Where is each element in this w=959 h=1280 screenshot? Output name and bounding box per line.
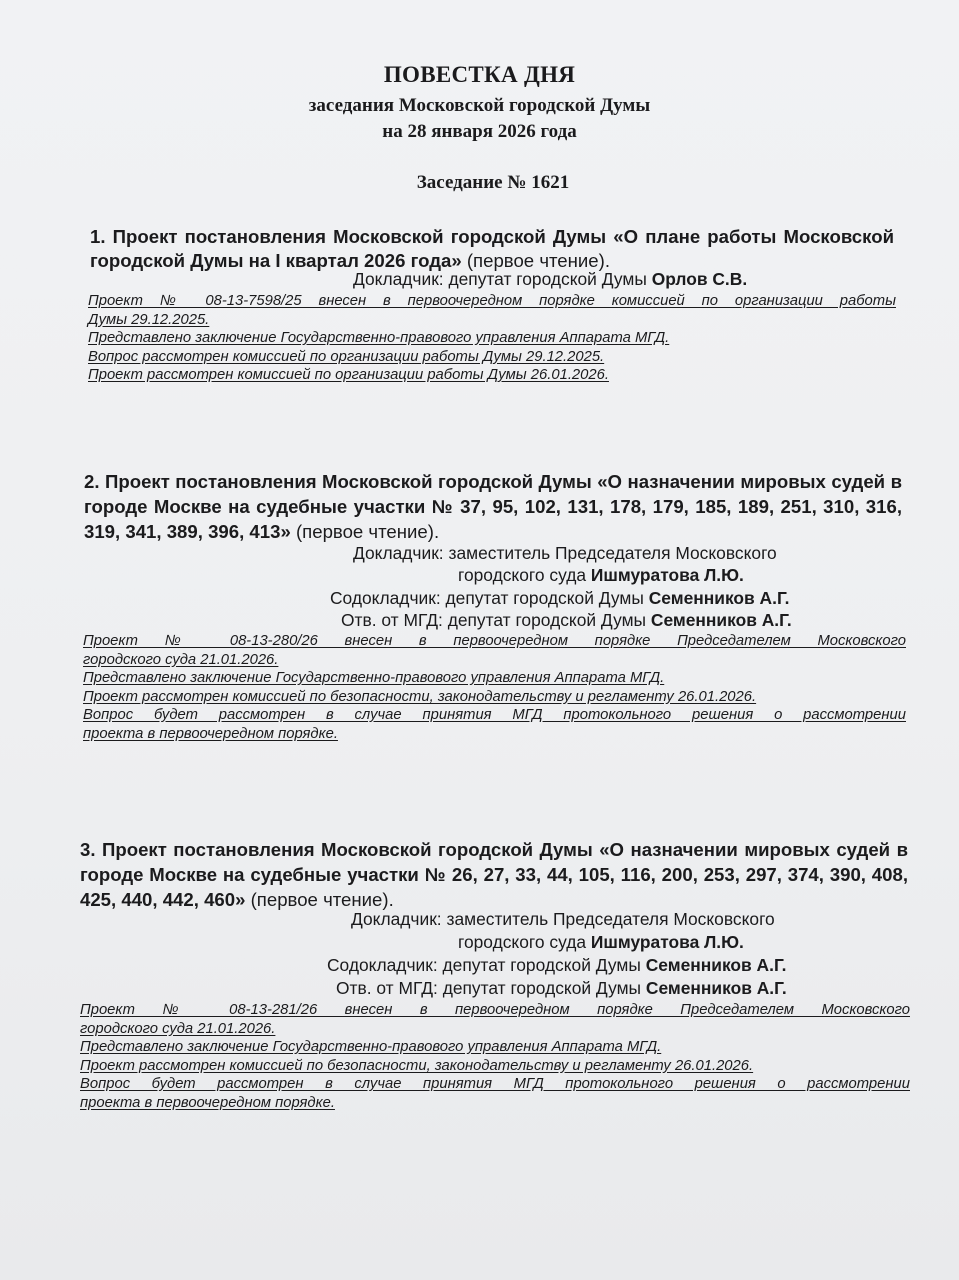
agenda-item-3 [80, 837, 908, 912]
speaker-text: заместитель Председателя Московского [448, 543, 777, 563]
speaker-line-continued [458, 931, 744, 953]
agenda-item-title [84, 469, 902, 544]
meeting-date: на 28 января 2026 года [382, 121, 577, 142]
note-line: Проект № 08-13-280/26 внесен в первоочередном порядке Председателем Московского [83, 633, 906, 649]
responsible-label: Отв. от МГД: [341, 610, 443, 630]
item-title-tail: (первое чтение). [245, 889, 394, 910]
co-speaker-name: Семенников А.Г. [645, 955, 787, 975]
item-notes [88, 292, 896, 385]
note-line: проекта в первоочередном порядке. [83, 725, 338, 742]
responsible-name: Семенников А.Г. [645, 978, 787, 998]
co-speaker-line [330, 587, 789, 609]
item-title-bold: Проект постановления Московской городской Думы «О назначении мировых судей в городе Москве на судебные участки № 37, 95, 102, 131, 178, 179, 185, 189, 251, 310, 316, 319, 341, 389, 396, 413» [84, 471, 903, 542]
speaker-line [353, 542, 777, 564]
note-line: Вопрос рассмотрен комиссией по организации работы Думы 29.12.2025. [88, 348, 605, 365]
note-line: Проект рассмотрен комиссией по безопасности, законодательству и регламенту 26.01.2026. [80, 1057, 754, 1074]
note-line: Представлено заключение Государственно-правового управления Аппарата МГД. [88, 330, 670, 346]
speaker-line [353, 268, 747, 290]
item-title-tail: (первое чтение). [461, 250, 611, 271]
item-title-bold: Проект постановления Московской городской Думы «О назначении мировых судей в городе Москве на судебные участки № 26, 27, 33, 44, 105, 116, 200, 253, 297, 374, 390, 408, 425, 440, 442, 460» [80, 839, 909, 910]
co-speaker-line [327, 954, 786, 976]
note-line: городского суда 21.01.2026. [83, 651, 279, 668]
page-title: ПОВЕСТКА ДНЯ [383, 62, 576, 87]
speaker-name: Ишмуратова Л.Ю. [590, 565, 744, 585]
note-line: Думы 29.12.2025. [88, 311, 210, 328]
speaker-label: Докладчик: [353, 543, 444, 563]
note-line: Проект рассмотрен комиссией по безопасности, законодательству и регламенту 26.01.2026. [83, 688, 757, 705]
speaker-text: депутат городской Думы [448, 269, 652, 289]
note-line: Вопрос будет рассмотрен в случае принятия МГД протокольного решения о рассмотрении [80, 1076, 910, 1092]
speaker-name: Орлов С.В. [651, 269, 748, 289]
responsible-text: депутат городской Думы [447, 610, 651, 630]
agenda-item-1 [90, 225, 894, 273]
note-line: городского суда 21.01.2026. [80, 1020, 276, 1037]
speaker-line-continued [458, 564, 744, 586]
item-number: 2. [84, 471, 100, 492]
speaker-name: Ишмуратова Л.Ю. [590, 932, 744, 952]
note-line: Проект № 08-13-281/26 внесен в первоочередном порядке Председателем Московского [80, 1002, 910, 1018]
agenda-item-title [90, 225, 894, 273]
co-speaker-text: депутат городской Думы [442, 955, 646, 975]
item-title-tail: (первое чтение). [290, 521, 440, 542]
item-number: 3. [80, 839, 96, 860]
note-line: проекта в первоочередном порядке. [80, 1094, 335, 1111]
item-notes [80, 1001, 910, 1112]
co-speaker-label: Содокладчик: [327, 955, 438, 975]
note-line: Проект рассмотрен комиссией по организации работы Думы 26.01.2026. [88, 367, 609, 383]
responsible-line [341, 609, 792, 631]
co-speaker-text: депутат городской Думы [445, 588, 649, 608]
speaker-text-2: городского суда [458, 565, 591, 585]
responsible-text: депутат городской Думы [442, 978, 646, 998]
item-title-bold: Проект постановления Московской городской Думы «О плане работы Московской городской Думы на I квартал 2026 года» [90, 226, 894, 271]
note-line: Представлено заключение Государственно-правового управления Аппарата МГД. [83, 670, 665, 686]
co-speaker-label: Содокладчик: [330, 588, 441, 608]
note-line: Проект № 08-13-7598/25 внесен в первоочередном порядке комиссией по организации работы [88, 293, 896, 309]
note-line: Вопрос будет рассмотрен в случае принятия МГД протокольного решения о рассмотрении [83, 707, 906, 723]
page-subtitle: заседания Московской городской Думы [308, 95, 651, 116]
speaker-line [351, 908, 775, 930]
speaker-text-2: городского суда [458, 932, 591, 952]
agenda-item-2 [84, 469, 902, 544]
speaker-label: Докладчик: [351, 909, 442, 929]
item-notes [83, 632, 906, 743]
session-number: Заседание № 1621 [416, 172, 570, 193]
responsible-name: Семенников А.Г. [650, 610, 792, 630]
co-speaker-name: Семенников А.Г. [648, 588, 790, 608]
responsible-label: Отв. от МГД: [336, 978, 438, 998]
item-number: 1. [90, 226, 106, 247]
speaker-text: заместитель Председателя Московского [446, 909, 775, 929]
agenda-item-title [80, 837, 908, 912]
responsible-line [336, 977, 787, 999]
speaker-label: Докладчик: [353, 269, 444, 289]
note-line: Представлено заключение Государственно-правового управления Аппарата МГД. [80, 1039, 662, 1055]
